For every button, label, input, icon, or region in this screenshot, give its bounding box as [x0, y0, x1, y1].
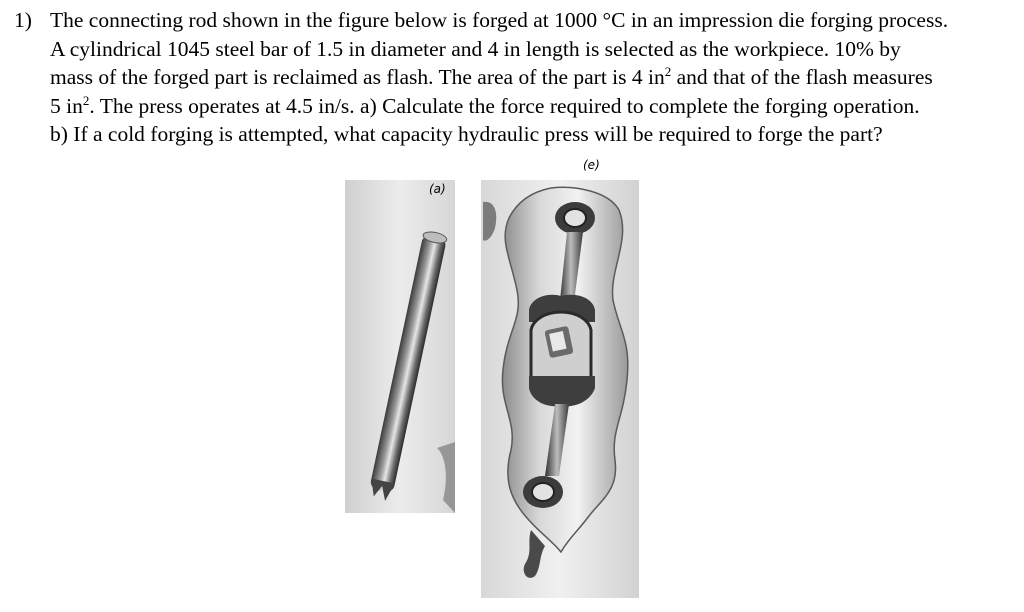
superscript: 2: [664, 63, 672, 79]
problem-line-1: The connecting rod shown in the figure below is forged at 1000 °C in an impression die forging process.: [50, 8, 949, 32]
problem-line-3: mass of the forged part is reclaimed as flash. The area of the part is 4 $in^2$ and that of the flash measures: [50, 63, 933, 89]
problem-line-5: b) If a cold forging is attempted, what capacity hydraulic press will be required to forge the part?: [50, 122, 883, 146]
problem-number: 1): [14, 8, 32, 32]
billet-image: [345, 180, 455, 513]
connecting-rod-image: [481, 180, 639, 598]
forged-rod-photo: [481, 180, 639, 598]
problem-line-2: A cylindrical 1045 steel bar of 1.5 in diameter and 4 in length is selected as the workpiece. 10% by: [50, 36, 901, 61]
caption-e: (e): [583, 158, 600, 172]
problem-line-4: 5 $in^2$. The press operates at 4.5 in/s. a) Calculate the force required to complete the forging operation.: [50, 92, 920, 118]
billet-photo: [345, 180, 455, 513]
caption-a: (a): [429, 182, 446, 196]
problem-statement: [14, 6, 1014, 149]
superscript: 2: [82, 92, 90, 108]
